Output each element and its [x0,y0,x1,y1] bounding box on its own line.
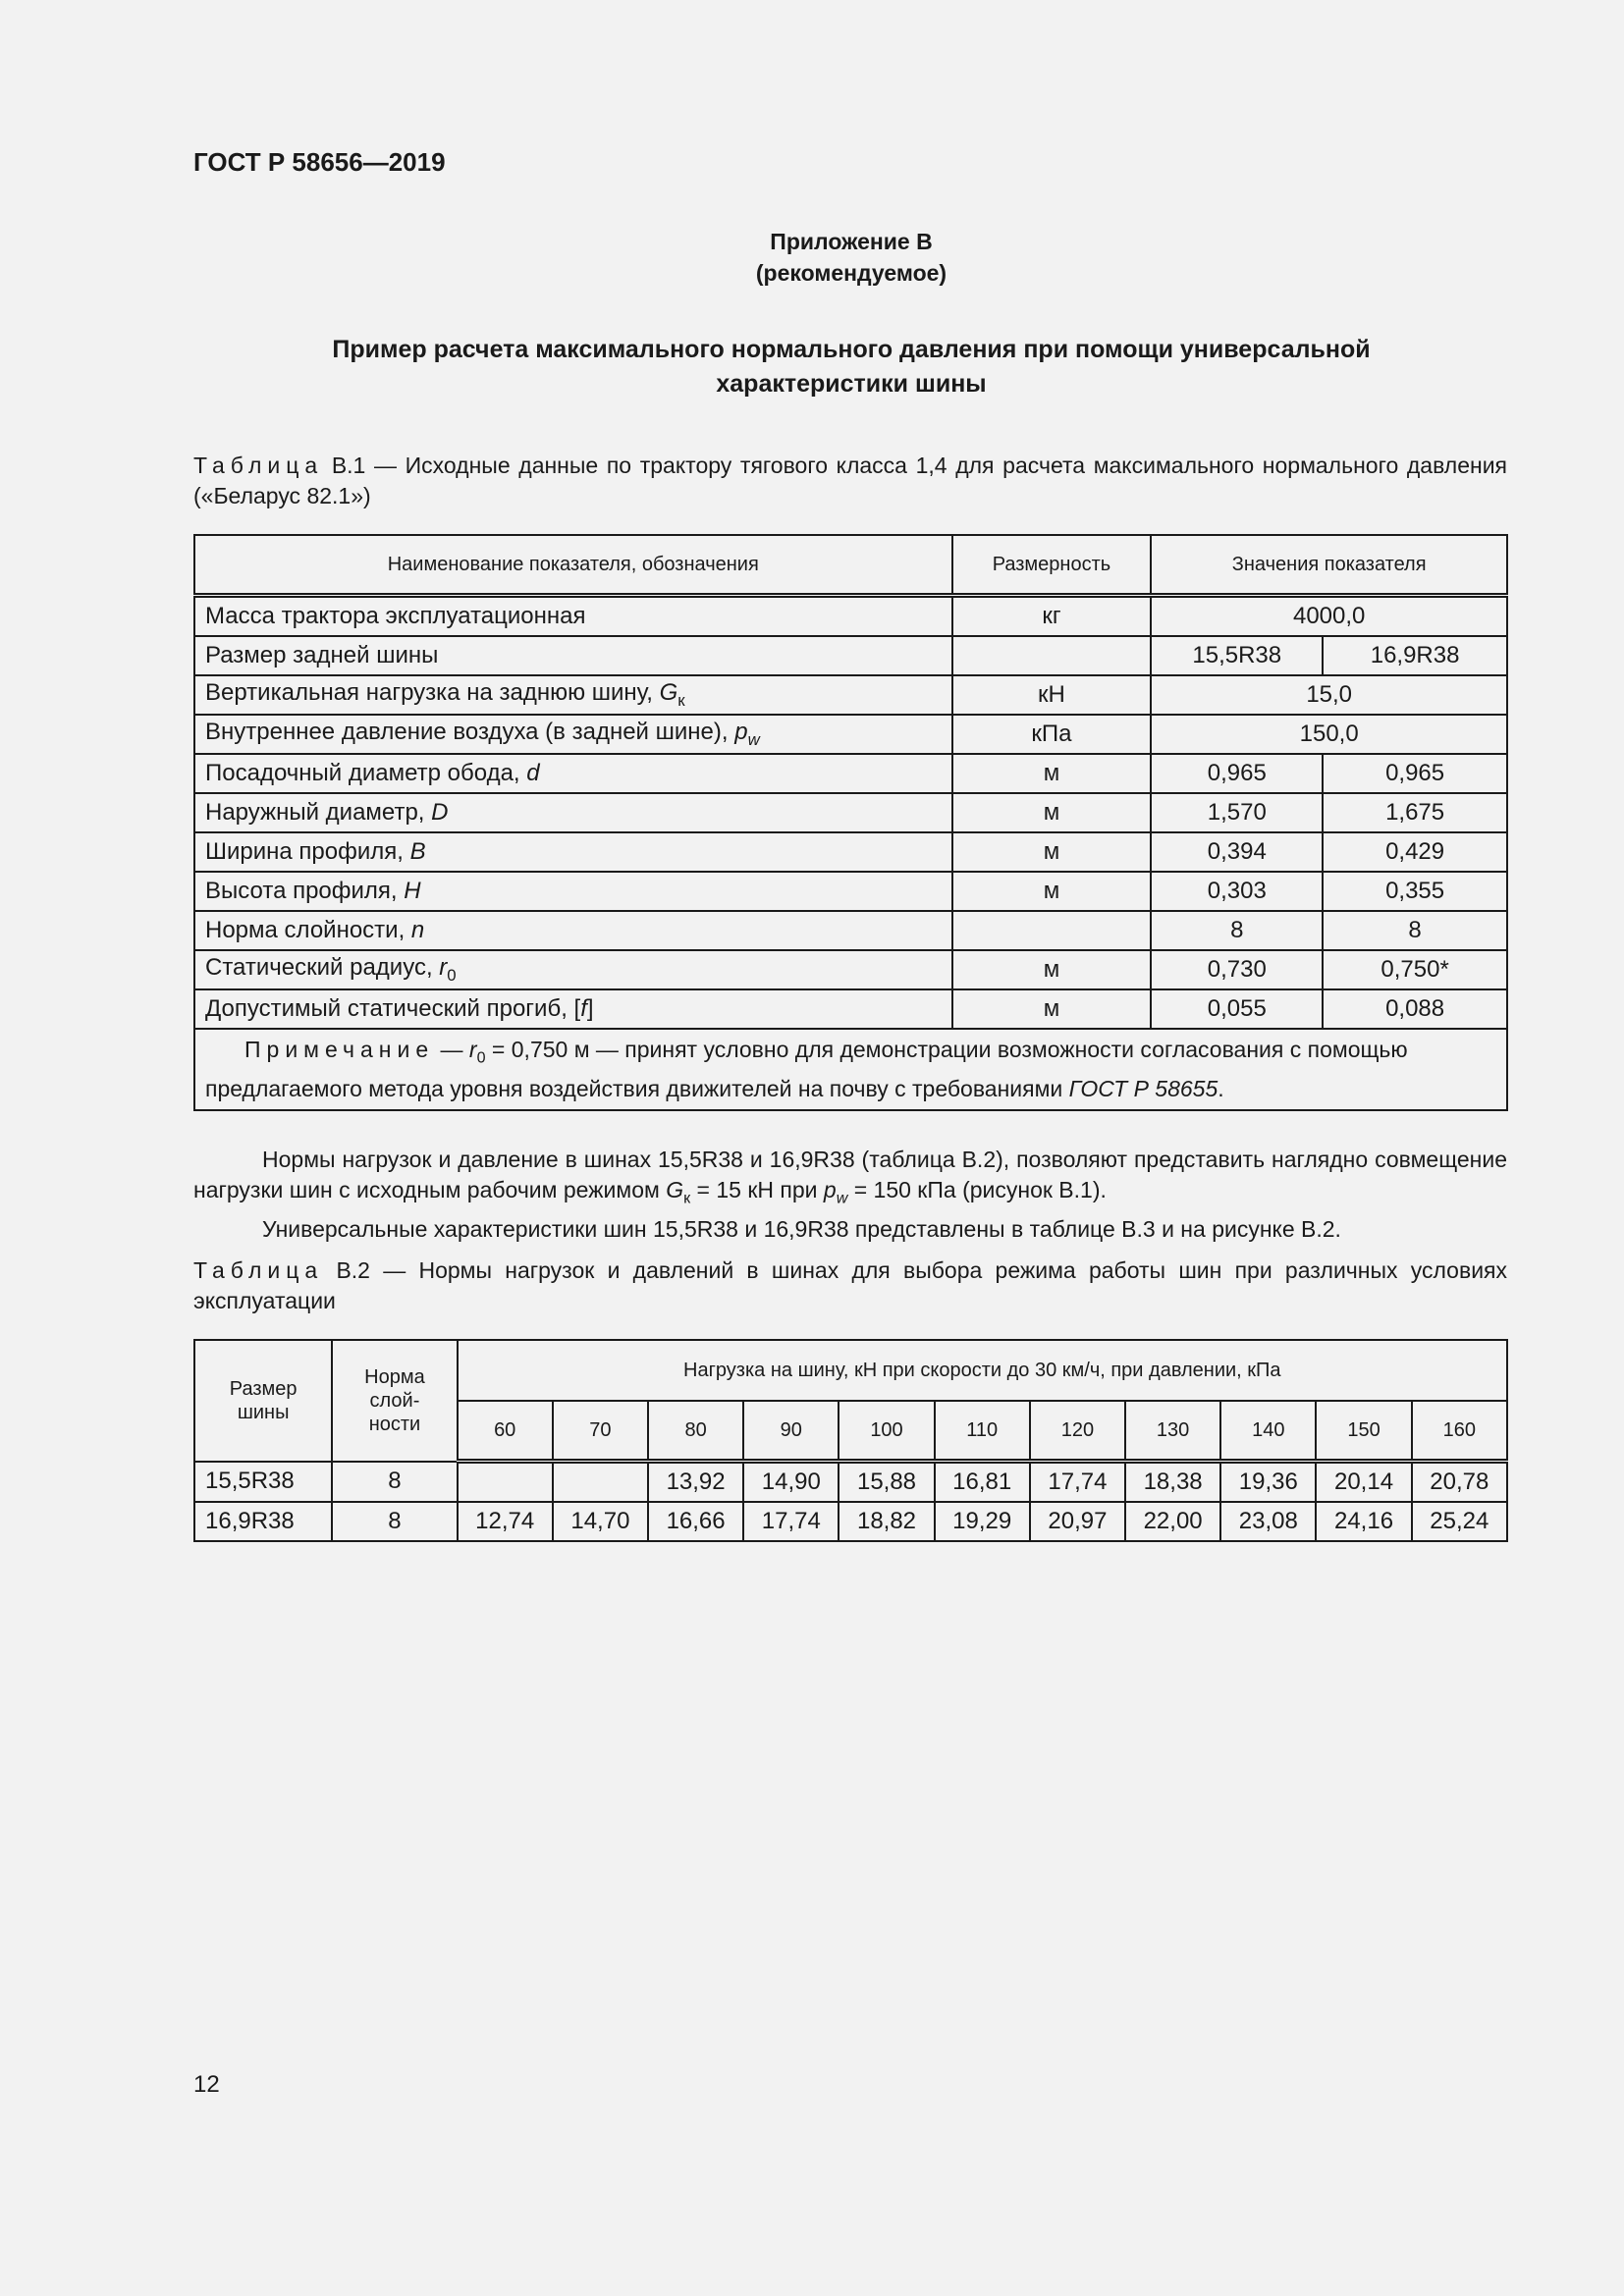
row-name: Размер задней шины [194,636,952,675]
row-name [194,832,952,872]
table1-header-value: Значения показателя [1151,535,1507,596]
table2-caption-text: В.2 — Нормы нагрузок и давлений в шинах для выбора режима работы шин при различных условиях эксплуатации [193,1257,1507,1313]
load-cell: 13,92 [648,1462,743,1503]
symbol-p-sub [837,1190,848,1207]
ply-cell: 8 [332,1502,457,1541]
row-value-2: 0,965 [1323,754,1507,793]
row-value-2: 0,429 [1323,832,1507,872]
paragraph-1-text-c: = 150 кПа (рисунок В.1). [847,1177,1107,1202]
annex-status: (рекомендуемое) [755,260,947,286]
row-value-1: 8 [1151,911,1323,950]
note-end: . [1218,1075,1224,1101]
row-name [194,989,952,1029]
row-symbol-sub: 0 [447,965,457,985]
row-symbol: B [409,838,426,865]
row-unit: кН [952,675,1152,715]
load-cell: 16,81 [935,1462,1030,1503]
row-name [194,950,952,989]
load-cell [458,1462,553,1503]
header-ply-line-2: слой- [369,1389,420,1412]
load-cell: 20,78 [1412,1462,1507,1503]
pressure-header-130: 130 [1125,1401,1220,1462]
load-cell: 18,38 [1125,1462,1220,1503]
row-unit [952,911,1152,950]
table-row [194,911,1507,950]
annex-heading [193,226,1509,289]
pressure-header-90: 90 [743,1401,839,1462]
table-row [194,715,1507,754]
row-unit: м [952,754,1152,793]
table2-header-ply [332,1340,457,1462]
table2-header-load: Нагрузка на шину, кН при скорости до 30 км/ч, при давлении, кПа [458,1340,1507,1401]
row-value: 150,0 [1151,715,1507,754]
load-cell: 15,88 [839,1462,934,1503]
table-row [194,754,1507,793]
row-value: 15,0 [1151,675,1507,715]
table-row [194,1502,1507,1541]
load-cell: 19,36 [1220,1462,1316,1503]
pressure-header-150: 150 [1316,1401,1411,1462]
tire-size-cell: 16,9R38 [194,1502,332,1541]
annex-title [193,333,1509,401]
load-cell: 20,97 [1030,1502,1125,1541]
load-cell: 18,82 [839,1502,934,1541]
pressure-header-70: 70 [553,1401,648,1462]
load-cell: 22,00 [1125,1502,1220,1541]
table1-note [194,1029,1507,1110]
paragraph-1 [193,1145,1507,1214]
row-name-text: Ширина профиля, [205,838,410,865]
row-name-close: ] [586,995,594,1022]
row-value-1: 1,570 [1151,793,1323,832]
row-value-2: 0,750* [1323,950,1507,989]
header-size-line-1: Размер [229,1377,298,1400]
annex-title-line-2: характеристики шины [716,370,987,398]
row-value-1: 0,303 [1151,872,1323,911]
row-unit: м [952,793,1152,832]
header-ply-line-3: ности [368,1413,421,1435]
row-unit: м [952,989,1152,1029]
table1-header-row [194,535,1507,596]
table1-header-name: Наименование показателя, обозначения [194,535,952,596]
row-value-1: 0,394 [1151,832,1323,872]
symbol-p-sub-text: w [836,1189,848,1207]
load-cell: 16,66 [648,1502,743,1541]
load-cell [553,1462,648,1503]
table-row [194,989,1507,1029]
row-symbol: D [431,799,449,826]
table2-header-row-1 [194,1340,1507,1401]
table-initial-data [193,534,1508,1111]
row-name-text: Вертикальная нагрузка на заднюю шину, [205,679,660,707]
row-name: Масса трактора эксплуатационная [194,596,952,637]
row-symbol: H [404,878,421,904]
paragraph-2: Универсальные характеристики шин 15,5R38 и 16,9R38 представлены в таблице В.3 и на рисунке В.2. [262,1215,1341,1242]
row-symbol: f [580,995,587,1022]
row-symbol-sub: к [677,690,685,710]
load-cell: 17,74 [743,1502,839,1541]
load-cell: 14,70 [553,1502,648,1541]
row-name [194,754,952,793]
row-symbol: r [439,954,448,982]
note-word: Примечание [244,1037,435,1062]
row-unit: м [952,950,1152,989]
table-load-norms [193,1339,1508,1542]
table2-caption [193,1255,1507,1316]
row-value-1: 15,5R38 [1151,636,1323,675]
note-dash: — [434,1037,469,1062]
table-row [194,675,1507,715]
document-header: ГОСТ Р 58656—2019 [193,147,446,177]
table2-caption-word: Таблица [193,1257,324,1283]
table2-header-size [194,1340,332,1462]
row-unit: м [952,872,1152,911]
row-symbol-sub [748,730,760,749]
symbol-g-sub: к [683,1189,691,1207]
load-cell: 17,74 [1030,1462,1125,1503]
load-cell: 19,29 [935,1502,1030,1541]
load-cell: 23,08 [1220,1502,1316,1541]
row-value-1: 0,055 [1151,989,1323,1029]
row-name-text: Норма слойности, [205,917,411,943]
pressure-header-110: 110 [935,1401,1030,1462]
page-number: 12 [193,2071,220,2098]
note-text: = 0,750 м — принят условно для демонстрации возможности согласования с помощью предлагаемого метода уровня воздействия движителей на почву с требованиями [205,1037,1408,1101]
pressure-header-160: 160 [1412,1401,1507,1462]
table1-header-unit: Размерность [952,535,1152,596]
row-symbol: n [410,917,425,943]
table-row [194,832,1507,872]
row-name [194,715,952,754]
row-name-text: Внутреннее давление воздуха (в задней шине), [205,719,735,746]
row-name-text: Допустимый статический прогиб, [ [205,995,581,1022]
pressure-header-140: 140 [1220,1401,1316,1462]
row-value-2: 1,675 [1323,793,1507,832]
paragraph-1-text-a: Нормы нагрузок и давление в шинах 15,5R38 и 16,9R38 (таблица В.2), позволяют представить наглядно совмещение нагрузки шин с исходным рабочим режимом [193,1147,1507,1202]
row-value-2: 0,088 [1323,989,1507,1029]
row-name [194,872,952,911]
row-name-text: Высота профиля, [205,878,405,904]
row-unit [952,636,1152,675]
row-name-text: Статический радиус, [205,954,440,982]
table-row [194,793,1507,832]
table-row [194,872,1507,911]
row-value-2: 8 [1323,911,1507,950]
row-value: 4000,0 [1151,596,1507,637]
load-cell: 12,74 [458,1502,553,1541]
row-symbol: p [734,719,748,746]
row-symbol: G [659,679,678,707]
pressure-header-100: 100 [839,1401,934,1462]
load-cell: 25,24 [1412,1502,1507,1541]
ply-cell: 8 [332,1462,457,1503]
row-unit: кг [952,596,1152,637]
row-name [194,793,952,832]
table1-caption-text: В.1 — Исходные данные по трактору тягового класса 1,4 для расчета максимального нормального давления («Беларус 82.1») [193,453,1507,508]
pressure-header-80: 80 [648,1401,743,1462]
symbol-p: p [823,1177,837,1202]
note-reference: ГОСТ Р 58655 [1068,1075,1218,1101]
row-name [194,911,952,950]
row-value-2: 0,355 [1323,872,1507,911]
row-value-1: 0,965 [1151,754,1323,793]
table-row [194,636,1507,675]
table-row [194,596,1507,637]
row-name-text: Наружный диаметр, [205,799,432,826]
load-cell: 24,16 [1316,1502,1411,1541]
body-paragraph [193,1145,1507,1245]
note-symbol: r [468,1037,477,1062]
symbol-g: G [666,1177,684,1202]
row-name [194,675,952,715]
pressure-header-60: 60 [458,1401,553,1462]
pressure-header-120: 120 [1030,1401,1125,1462]
note-symbol-sub: 0 [476,1048,486,1067]
table-row [194,950,1507,989]
row-value-2: 16,9R38 [1323,636,1507,675]
row-name-text: Посадочный диаметр обода, [205,760,527,786]
table1-note-row [194,1029,1507,1110]
annex-title-line-1: Пример расчета максимального нормального давления при помощи универсальной [332,336,1371,363]
paragraph-1-text-b: = 15 кН при [690,1177,824,1202]
row-value-1: 0,730 [1151,950,1323,989]
header-ply-line-1: Норма [364,1365,425,1388]
annex-label: Приложение В [770,229,933,254]
table-row [194,1462,1507,1503]
row-unit: м [952,832,1152,872]
load-cell: 14,90 [743,1462,839,1503]
tire-size-cell: 15,5R38 [194,1462,332,1503]
table1-caption-word: Таблица [193,453,324,478]
row-unit: кПа [952,715,1152,754]
row-symbol: d [526,760,540,786]
row-symbol-sub-text: w [747,729,760,749]
load-cell: 20,14 [1316,1462,1411,1503]
header-size-line-2: шины [237,1401,290,1423]
table1-caption [193,451,1507,511]
